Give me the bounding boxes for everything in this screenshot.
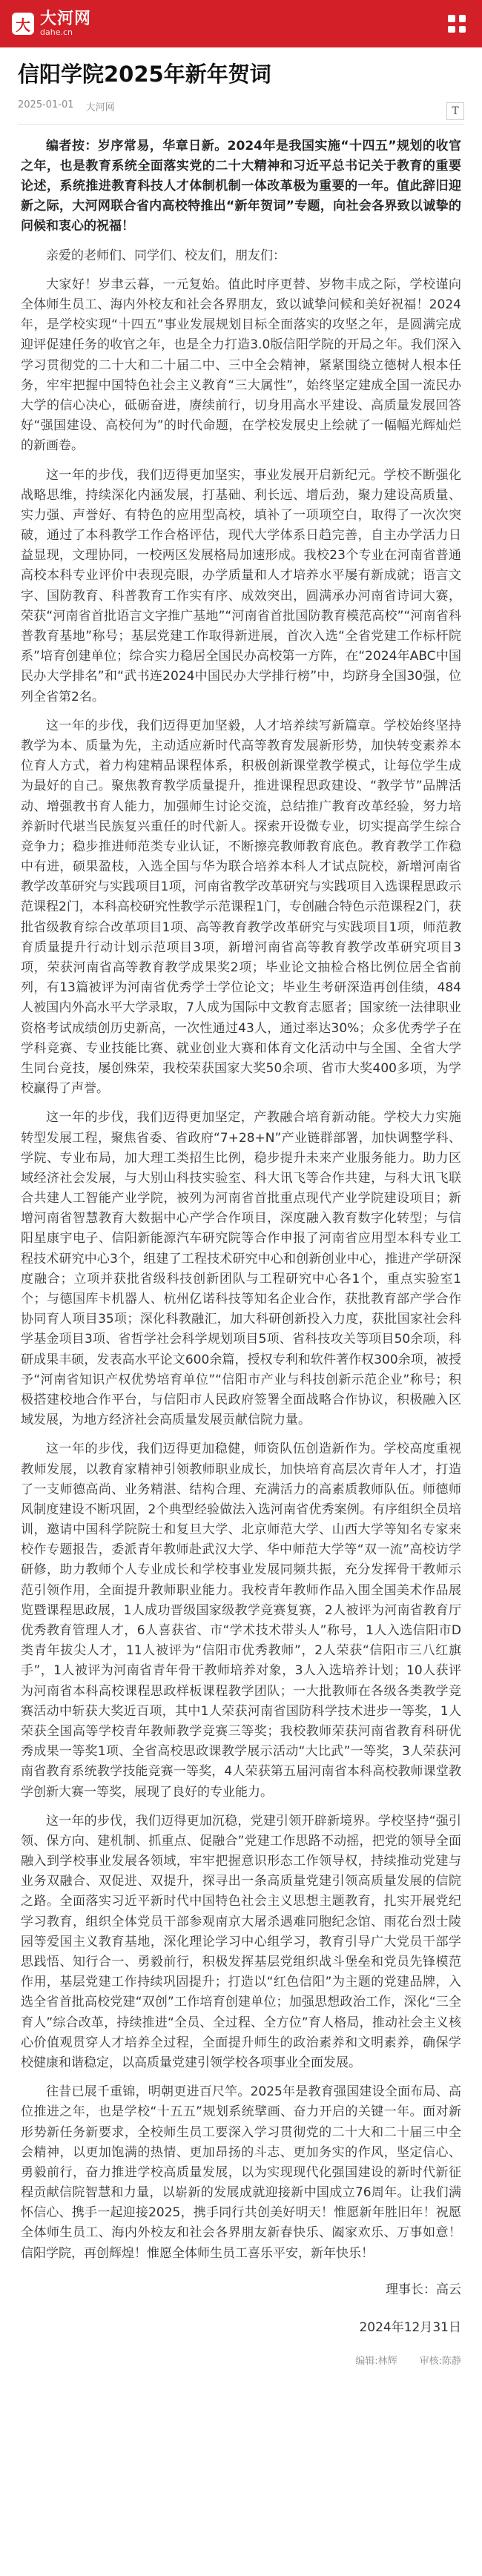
article-meta <box>18 99 464 113</box>
font-size-toggle-icon[interactable]: T <box>446 102 464 120</box>
paragraph-closing: 往昔已展千重锦，明朝更进百尺竿。2025年是教育强国建设全面布局、高位推进之年，也是学校“十五五”规划系统擘画、奋力开启的关键一年。面对新形势新任务新要求，全校师生员工要深入学习贯彻党的二十大和二十届三中全会精神，以更加饱满的热情、更加昂扬的斗志、更加务实的作风，坚定信心、勇毅前行，奋力推进学校高质量发展，以为实现现代化强国建设的新时代新征程贡献信院智慧和力量，以崭新的发展成就迎接新中国成立76周年。让我们满怀信心、携手一起迎接2025，携手同行共创美好明天！惟愿新年胜旧年！祝愿全体师生员工、海内外校友和社会各界朋友新春快乐、阖家欢乐、万事如意！信阳学院，再创辉煌！惟愿全体师生员工喜乐平安，新年快乐！ <box>21 2084 461 2261</box>
salutation: 亲爱的老师们、同学们、校友们，朋友们： <box>46 248 285 263</box>
menu-grid-icon[interactable] <box>443 10 470 37</box>
site-logo[interactable] <box>12 10 91 37</box>
editor-note: 编者按：岁序常易，华章日新。2024年是我国实施“十四五”规划的收官之年，也是教育系统全面落实党的二十大精神和习近平总书记关于教育的重要论述，系统推进教育科技人才体制机制一体改革极为重要的一年。值此辞旧迎新之际，大河网联合省内高校特推出“新年贺词”专题，向社会各界致以诚挚的问候和衷心的祝福！ <box>21 138 461 234</box>
site-name: 大河网 <box>40 9 92 28</box>
paragraph-industry: 这一年的步伐，我们迈得更加坚定，产教融合培育新动能。学校大力实施转型发展工程，聚焦省委、省政府“7+28+N”产业链群部署，加快调整学科、学院、专业布局，加大理工类招生比例，稳步提升未来产业服务能力。助力区域经济社会发展，与大别山科技实验室、科大讯飞等合作共建，与科大讯飞联合共建人工智能产业学院，被列为河南省首批重点现代产业学院建设项目；新增河南省智慧教育大数据中心产学合作项目，深度融入教育数字化转型；与信阳星康宇电子、信阳新能源汽车研究院等合作申报了河南省应用型本科专业工程技术研究中心3个，组建了工程技术研究中心和创新创业中心，推进产学研深度融合；立项并获批省级科技创新团队与工程研究中心各1个，重点实验室1个；与德国库卡机器人、杭州亿诺科技等知名企业合作，获批教育部产学合作协同育人项目35项；深化科教融汇，加大科研创新投入力度，获批国家社会科学基金项目3项、省哲学社会科学规划项目5项、省科技攻关等项目50余项，科研成果丰硕，发表高水平论文600余篇，授权专利和软件著作权300余项，被授予“河南省知识产权优势培育单位”“信阳市产业与科技创新示范企业”称号；积极搭建校地合作平台，与信阳市人民政府签署全面战略合作协议，积极融入区域发展，为地方经济社会高质量发展贡献信院力量。 <box>21 1110 461 1428</box>
article-body <box>0 125 482 2377</box>
paragraph-intro: 大家好！岁聿云暮，一元复始。值此时序更替、岁物丰成之际，学校谨向全体师生员工、海内外校友和社会各界朋友，致以诚挚问候和美好祝福！2024年，是学校实现“十四五”事业发展规划目标全面落实的攻坚之年，是圆满完成迎评促建任务的收官之年，也是全力打造3.0版信阳学院的开局之年。我们深入学习贯彻党的二十大和二十届二中、三中全会精神，紧紧围绕立德树人根本任务，牢牢把握中国特色社会主义教育“三大属性”，始终坚定建成全国一流民办大学的信心决心，砥砺奋进，赓续前行，切身用高水平建设、高质量发展回答好“强国建设、高校何为”的时代命题，在学校发展史上绘就了一幅幅光辉灿烂的新画卷。 <box>21 277 461 454</box>
site-header <box>0 0 482 47</box>
paragraph-party: 这一年的步伐，我们迈得更加沉稳，党建引领开辟新境界。学校坚持“强引领、保方向、建机制、抓重点、促融合”党建工作思路不动摇，把党的领导全面融入到学校事业发展各领域，牢牢把握意识形态工作领导权，持续推动党建与业务双融合、双促进、双提升，探寻出一条高质量党建引领高质量发展的信院之路。全面落实习近平新时代中国特色社会主义思想主题教育，扎实开展党纪学习教育，组织全体党员干部参观南京大屠杀遇难同胞纪念馆、雨花台烈士陵园等爱国主义教育基地，深化理论学习中心组学习，教育引导广大党员干部学思践悟、知行合一、勇毅前行，积极发挥基层党组织战斗堡垒和党员先锋模范作用，基层党建工作持续巩固提升；打造以“红色信阳”为主题的党建品牌，入选全省首批高校党建“双创”工作培育创建单位；加强思想政治工作，深化“三全育人”综合改革，持续推进“全员、全过程、全方位”育人格局，推动社会主义核心价值观贯穿人才培养全过程，全面提升师生的政治素养和文明素养，确保学校健康和谐稳定，以高质量党建引领学校各项事业全面发展。 <box>21 1813 461 2070</box>
paragraph-faculty: 这一年的步伐，我们迈得更加稳健，师资队伍创造新作为。学校高度重视教师发展，以教育家精神引领教师职业成长，加快培育高层次青年人才，打造了一支师德高尚、业务精湛、结构合理、充满活力的高素质教师队伍。师德师风制度建设不断巩固，2个典型经验做法入选河南省优秀案例。有序组织全员培训，邀请中国科学院院士和复旦大学、北京师范大学、山西大学等知名专家来校作专题报告，委派青年教师赴武汉大学、华中师范大学等“双一流”高校访学研修，助力教师个人专业成长和学校事业发展同频共振，充分发挥骨干教师示范引领作用，全面提升教师职业能力。我校青年教师作品入围全国美术作品展览暨课程思政展，1人成功晋级国家级教学竞赛复赛，2人被评为河南省教育厅优秀教育管理人才，6人喜获省、市“学术技术带头人”称号，1人入选信阳市D类青年拔尖人才，11人被评为“信阳市优秀教师”，2人荣获“信阳市三八红旗手”，1人被评为河南省青年骨干教师培养对象，3人入选培养计划；10人获评为河南省本科高校课程思政样板课程教学团队；一大批教师在各级各类教学竞赛活动中斩获大奖近百项，其中1人荣获河南省国防科学技术进步一等奖，1人荣获全国高等学校青年教师教学竞赛三等奖；我校教师荣获河南省教育科研优秀成果一等奖1项、全省高校思政课教学展示活动“大比武”一等奖，3人荣获河南省教育系统教学技能竞赛一等奖，4人荣获第五届河南省本科高校教师课堂教学创新大赛一等奖，展现了良好的专业能力。 <box>21 1441 461 1800</box>
reviewer-name: 审核:陈静 <box>419 2356 461 2368</box>
editor-name: 编辑:林辉 <box>355 2356 397 2368</box>
site-domain: dahe.cn <box>40 27 73 38</box>
editor-credits <box>21 2354 461 2377</box>
signature-date: 2024年12月31日 <box>359 2320 461 2335</box>
article-title: 信阳学院2025年新年贺词 <box>18 62 271 87</box>
paragraph-development: 这一年的步伐，我们迈得更加坚实，事业发展开启新纪元。学校不断强化战略思维，持续深化内涵发展，打基础、利长远、增后劲，聚力建设高质量、实力强、声誉好、有特色的应用型高校，填补了一项项空白，取得了一次次突破，通过了本科教学工作合格评估，现代大学体系日趋完善，自主办学活力日益显现，文理协同，一校两区发展格局加速形成。我校23个专业在河南省普通高校本科专业评价中表现亮眼，办学质量和人才培养水平屡有新成就；语言文字、国防教育、科普教育工作实有序、成效突出，圆满承办河南省诗词大赛，荣获“河南省首批语言文字推广基地”“河南省首批国防教育模范高校”“河南省科普教育基地”称号；基层党建工作取得新进展，首次入选“全省党建工作标杆院系”培育创建单位；综合实力稳居全国民办高校第一方阵，在“2024年ABC中国民办大学排名”和“武书连2024中国民办大学排行榜”中，均跻身全国30强，位列全省第2名。 <box>21 467 461 704</box>
publish-date: 2025-01-01 <box>18 99 74 110</box>
article-header <box>0 47 482 117</box>
logo-mark-icon: 大 <box>12 13 34 35</box>
paragraph-talent: 这一年的步伐，我们迈得更加坚毅，人才培养续写新篇章。学校始终坚持教学为本、质量为先，主动适应新时代高等教育发展新形势，加快转变素养本位育人方式，着力构建精品课程体系，积极创新课堂教学模式，让每位学生成为最好的自己。聚焦教育教学质量提升，推进课程思政建设、“教学节”品牌活动、增强教书育人能力，加强师生讨论交流，总结推广教育改革经验，努力培养新时代堪当民族复兴重任的时代新人。探索开设微专业，切实提高学生综合竞争力；稳步推进师范类专业认证，不断擦亮教师教育底色。教育教学工作稳中有进，硕果盈枝，入选全国与华为联合培养本科人才试点院校，新增河南省教学改革研究与实践项目1项，河南省教学改革研究与实践项目入选课程思政示范课程2门，本科高校研究性教学示范课程1门，专创融合特色示范课程2门，获批省级教育综合改革项目1项、高等教育教学改革研究与实践项目1项，师范教育质量提升行动计划示范项目3项，新增河南省高等教育教学改革研究项目3项，荣获河南省高等教育教学成果奖2项；毕业论文抽检合格比例位居全省前列，有13篇被评为河南省优秀学士学位论文；毕业生考研深造再创佳绩，484人被国内外高水平大学录取，7人成为国际中文教育志愿者；国家统一法律职业资格考试成绩创历史新高，一次性通过43人，通过率达30%；众多优秀学子在学科竞赛、专业技能比赛、就业创业大赛和体育文化活动中与全国、全省大学生同台竞技，屡创殊荣，我校荣获国家大奖50余项、省市大奖400多项，为学校赢得了声誉。 <box>21 718 461 1097</box>
signature: 理事长：高云 <box>386 2282 461 2297</box>
article-source: 大河网 <box>85 102 115 113</box>
